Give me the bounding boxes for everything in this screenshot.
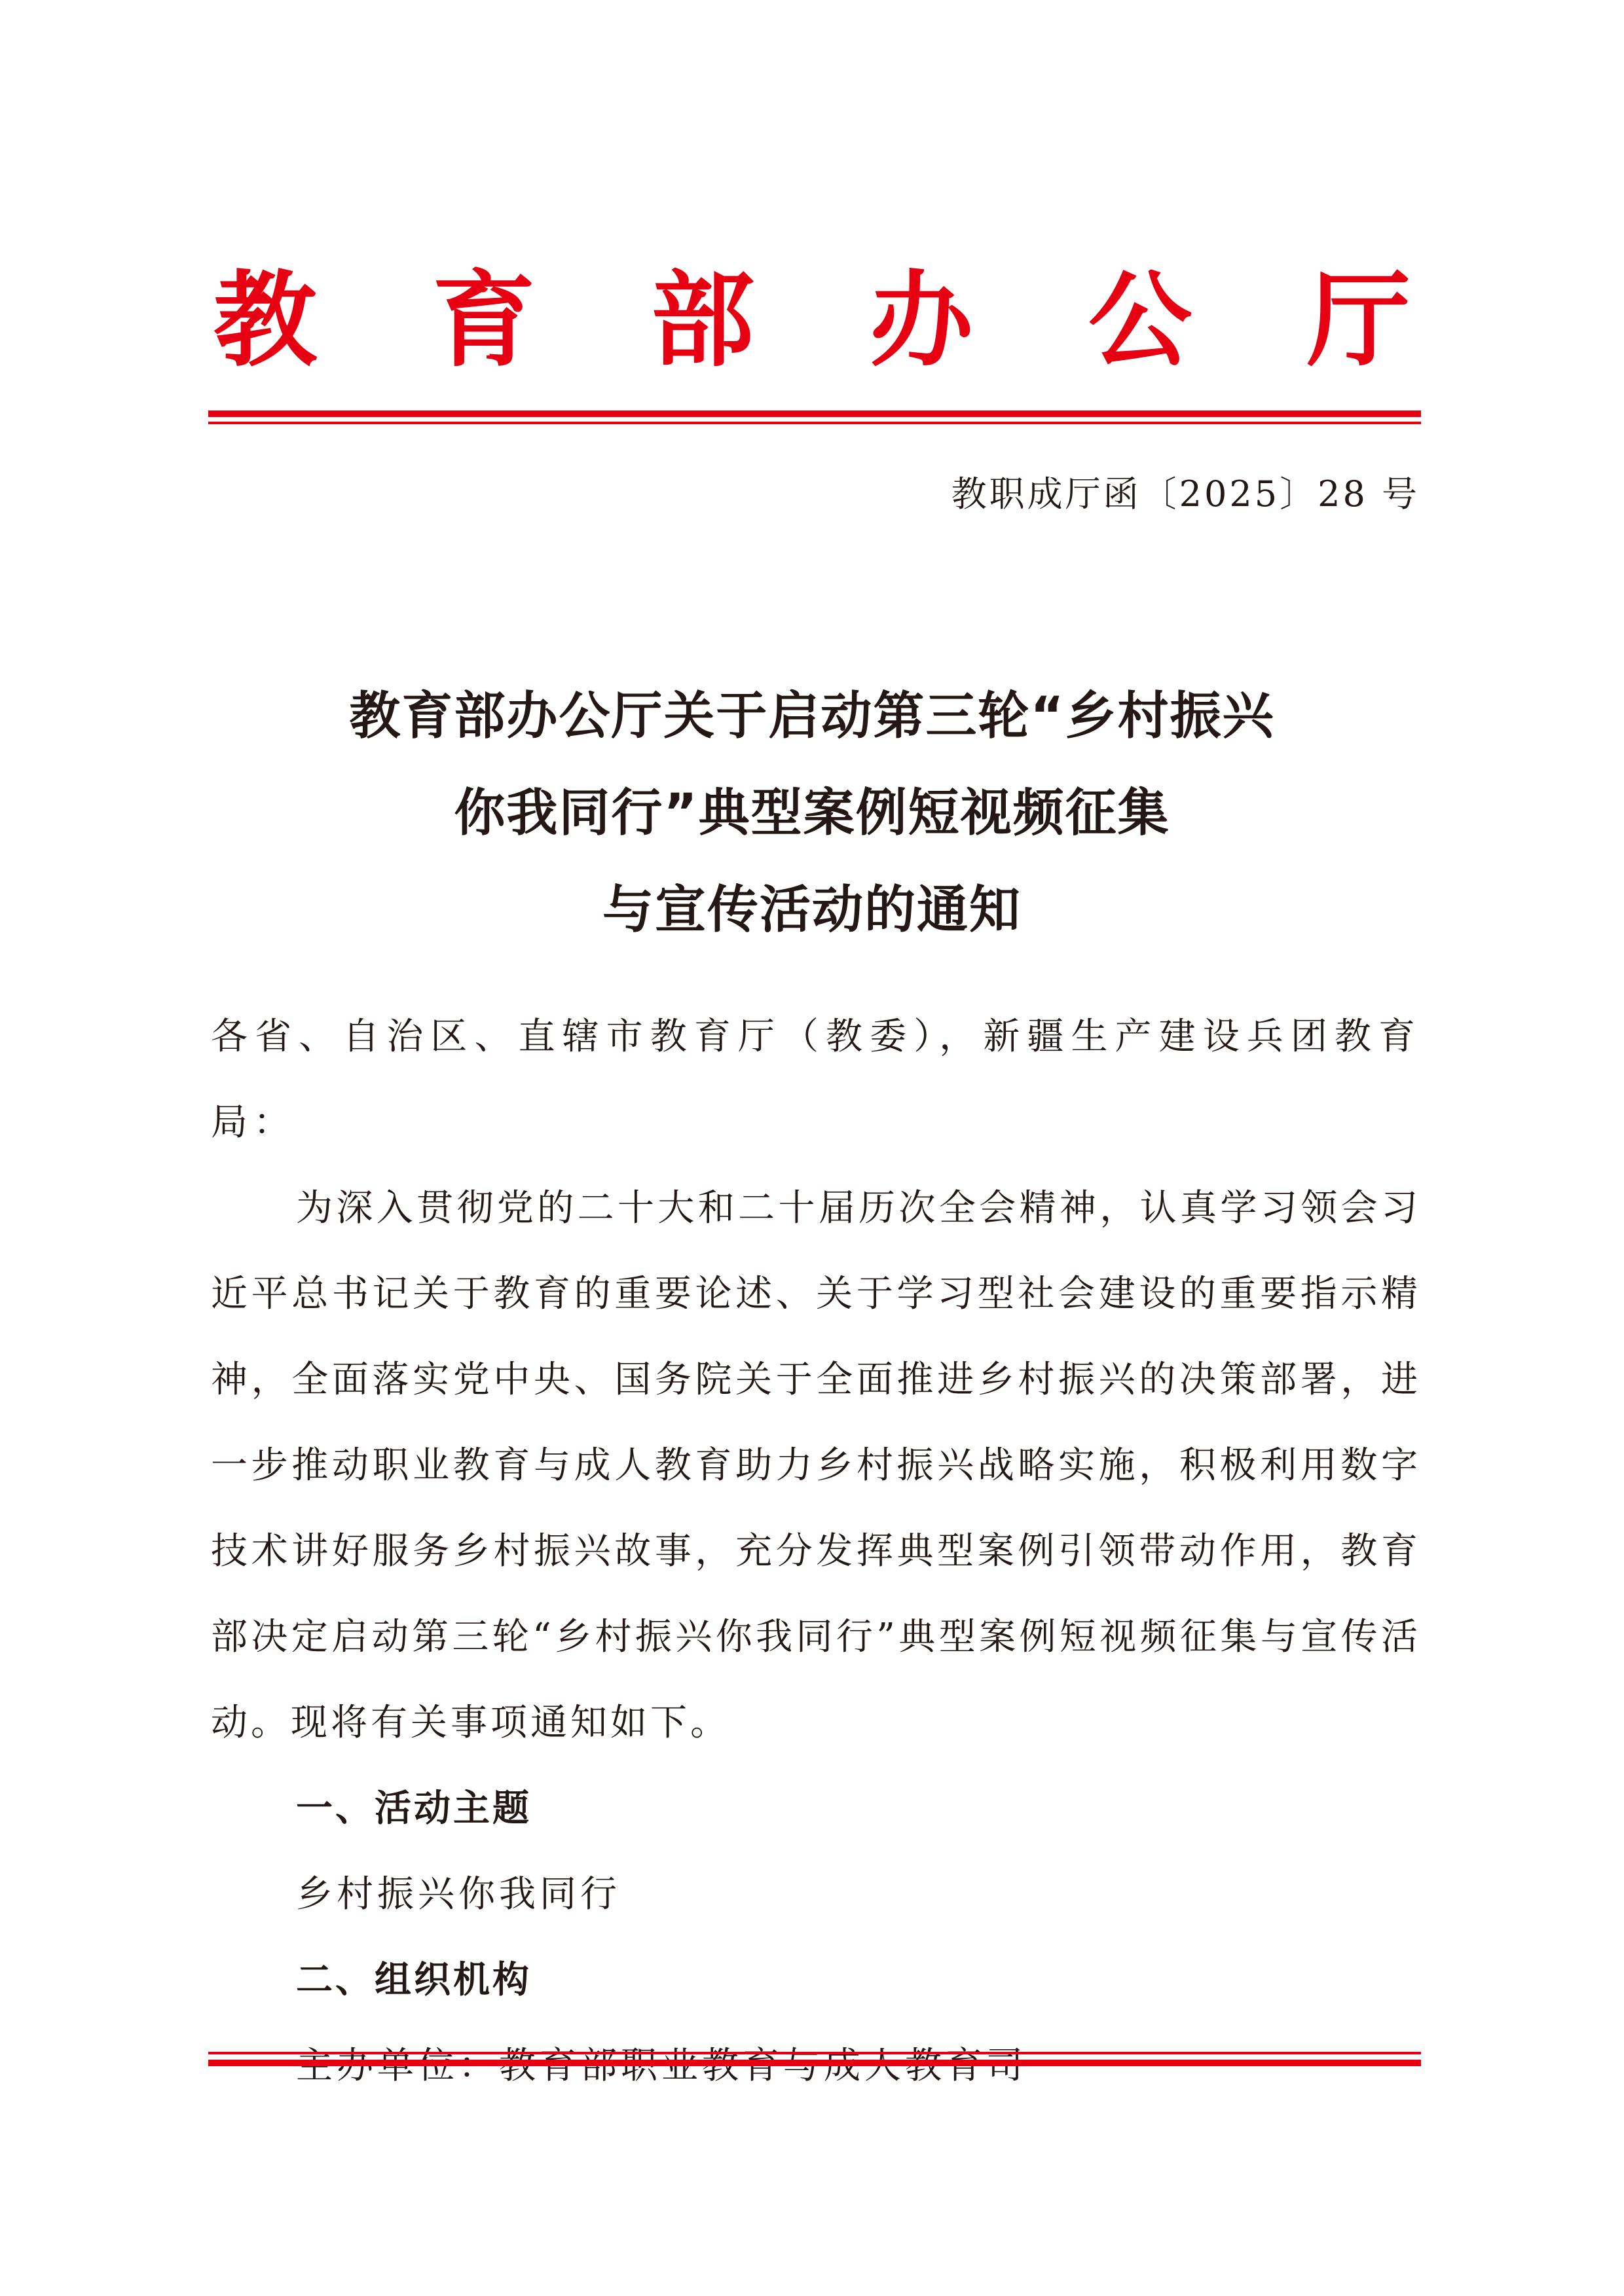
document-title [210, 668, 1414, 958]
masthead-divider-thin [208, 422, 1421, 424]
footer-divider-thin [208, 2052, 1421, 2054]
section-heading: 一、活动主题 [296, 1787, 532, 1830]
salutation: 各省、自治区、直辖市教育厅（教委），新疆生产建设兵团教育局： [211, 1015, 1421, 1144]
masthead-title [210, 259, 1414, 383]
masthead-char: 教 [213, 260, 317, 381]
masthead-char: 厅 [1307, 260, 1411, 381]
title-line: 与宣传活动的通知 [602, 881, 1022, 939]
section-heading: 二、组织机构 [296, 1959, 532, 2001]
document-number: 教职成厅函〔2025〕28 号 [951, 473, 1420, 515]
document-body [211, 994, 1421, 2109]
masthead-char: 部 [651, 260, 754, 381]
title-line: 教育部办公厅关于启动第三轮“乡村振兴 [349, 687, 1275, 746]
title-line: 你我同行”典型案例短视频征集 [454, 784, 1170, 843]
section-text: 乡村振兴你我同行 [296, 1873, 621, 1916]
masthead-char: 公 [1088, 260, 1192, 381]
masthead-char: 育 [432, 260, 536, 381]
footer-divider-thick [208, 2060, 1421, 2066]
intro-paragraph: 为深入贯彻党的二十大和二十届历次全会精神，认真学习领会习近平总书记关于教育的重要论述、关于学习型社会建设的重要指示精神，全面落实党中央、国务院关于全面推进乡村振兴的决策部署，进一步推动职业教育与成人教育助力乡村振兴战略实施，积极利用数字技术讲好服务乡村振兴故事，充分发挥典型案例引领带动作用，教育部决定启动第三轮“乡村振兴你我同行”典型案例短视频征集与宣传活动。现将有关事项通知如下。 [211, 1187, 1421, 1744]
masthead-char: 办 [870, 260, 973, 381]
masthead-divider-thick [208, 410, 1421, 417]
